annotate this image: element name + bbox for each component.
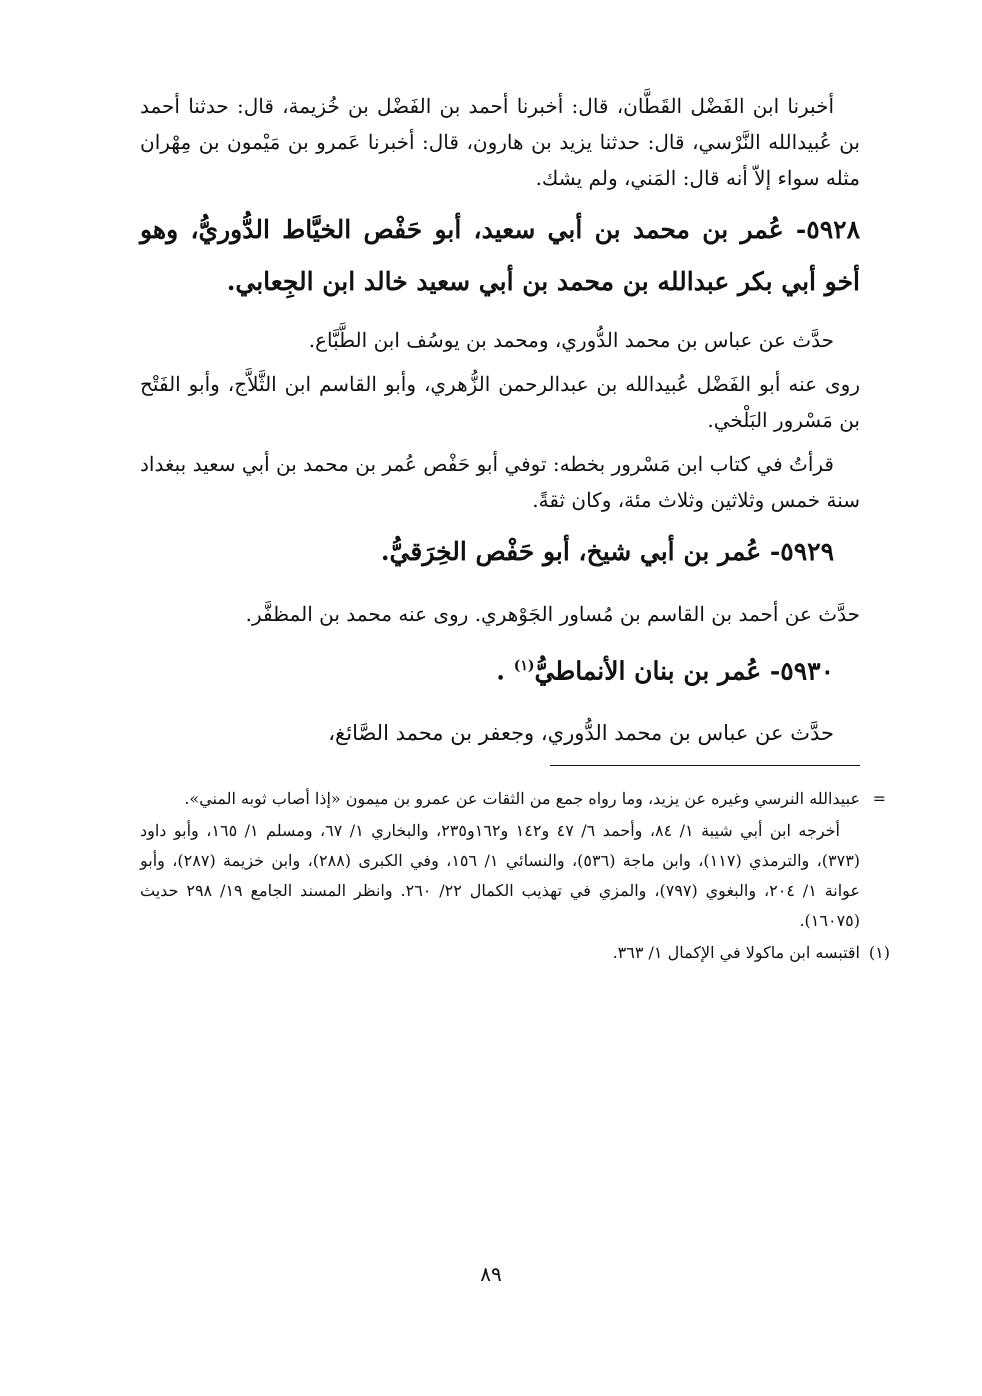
footnote-number: (١)	[868, 943, 890, 963]
footnote-continuation-text: عبيدالله النرسي وغيره عن يزيد، وما رواه جمع من الثقات عن عمرو بن ميمون «إذا أصاب ثوبه المني».	[184, 789, 860, 809]
entry-heading-end: .	[496, 656, 514, 686]
footnote-separator-wrap	[140, 765, 860, 766]
entry-narration: حدَّث عن أحمد بن القاسم بن مُساور الجَوْهري. روى عنه محمد بن المظفَّر.	[245, 602, 860, 626]
page-number: ٨٩	[480, 1262, 502, 1286]
entry-narrated-by: روى عنه أبو الفَضْل عُبيدالله بن عبدالرحمن الزُّهري، وأبو القاسم ابن الثَّلاَّج، وأبو الفَتْح بن مَسْرور البَلْخي.	[140, 372, 860, 432]
entry-heading: ٥٩٢٨- عُمر بن محمد بن أبي سعيد، أبو حَفْص الخيَّاط الدُّوريُّ، وهو أخو أبي بكر عبدالله بن محمد بن أبي سعيد خالد ابن الجِعابي.	[140, 215, 860, 296]
footnote-continuation	[140, 784, 886, 814]
entry-heading: ٥٩٢٩- عُمر بن أبي شيخ، أبو حَفْص الخِرَقيُّ.	[380, 537, 834, 566]
footnote-1	[140, 938, 890, 968]
entry-heading-text: ٥٩٣٠- عُمر بن بنان الأنماطيُّ	[534, 656, 834, 686]
paragraph-chain-of-narration: أخبرنا ابن الفَضْل القَطَّان، قال: أخبرنا أحمد بن الفَضْل بن خُزيمة، قال: حدثنا أحمد بن عُبيدالله النَّرْسي، قال: حدثنا يزيد بن هارون، قال: أخبرنا عَمرو بن مَيْمون بن مِهْران مثله سواء إلاّ أنه قال: المَني، ولم يشك.	[140, 94, 860, 190]
entry-narrated-from: حدَّث عن عباس بن محمد الدُّوري، ومحمد بن يوسُف ابن الطَّبَّاع.	[308, 328, 834, 352]
continuation-marker: =	[872, 789, 886, 809]
footnote-separator	[550, 765, 860, 766]
entry-5929	[140, 526, 860, 632]
footnote-sources: أخرجه ابن أبي شيبة ١/ ٨٤، وأحمد ٦/ ٤٧ و١٤٢ و١٦٢و٢٣٥، والبخاري ١/ ٦٧، ومسلم ١/ ١٦٥، وأبو داود (٣٧٣)، والترمذي (١١٧)، وابن ماجة (٥٣٦)، والنسائي ١/ ١٥٦، وفي الكبرى (٢٨٨)، وابن خزيمة (٢٨٧)، وأبو عوانة ١/ ٢٠٤، والبغوي (٧٩٧)، والمزي في تهذيب الكمال ٢٢/ ٢٦٠. وانظر المسند الجامع ١٩/ ٢٩٨ حديث (١٦٠٧٥).	[140, 821, 861, 931]
entry-5928	[140, 204, 860, 518]
footnote-1-text: اقتبسه ابن ماكولا في الإكمال ١/ ٣٦٣.	[612, 943, 860, 963]
entry-5930	[140, 640, 860, 751]
entry-narration: حدَّث عن عباس بن محمد الدُّوري، وجعفر بن محمد الصَّائغ،	[328, 721, 834, 746]
entry-death-note: قرأتُ في كتاب ابن مَسْرور بخطه: توفي أبو حَفْص عُمر بن محمد بن أبي سعيد ببغداد سنة خمس وثلاثين وثلاث مئة، وكان ثقةً.	[140, 452, 860, 512]
footnote-reference[interactable]: (١)	[513, 658, 535, 674]
page-body	[140, 88, 890, 970]
footnotes	[140, 784, 890, 968]
entry-heading	[140, 640, 860, 697]
